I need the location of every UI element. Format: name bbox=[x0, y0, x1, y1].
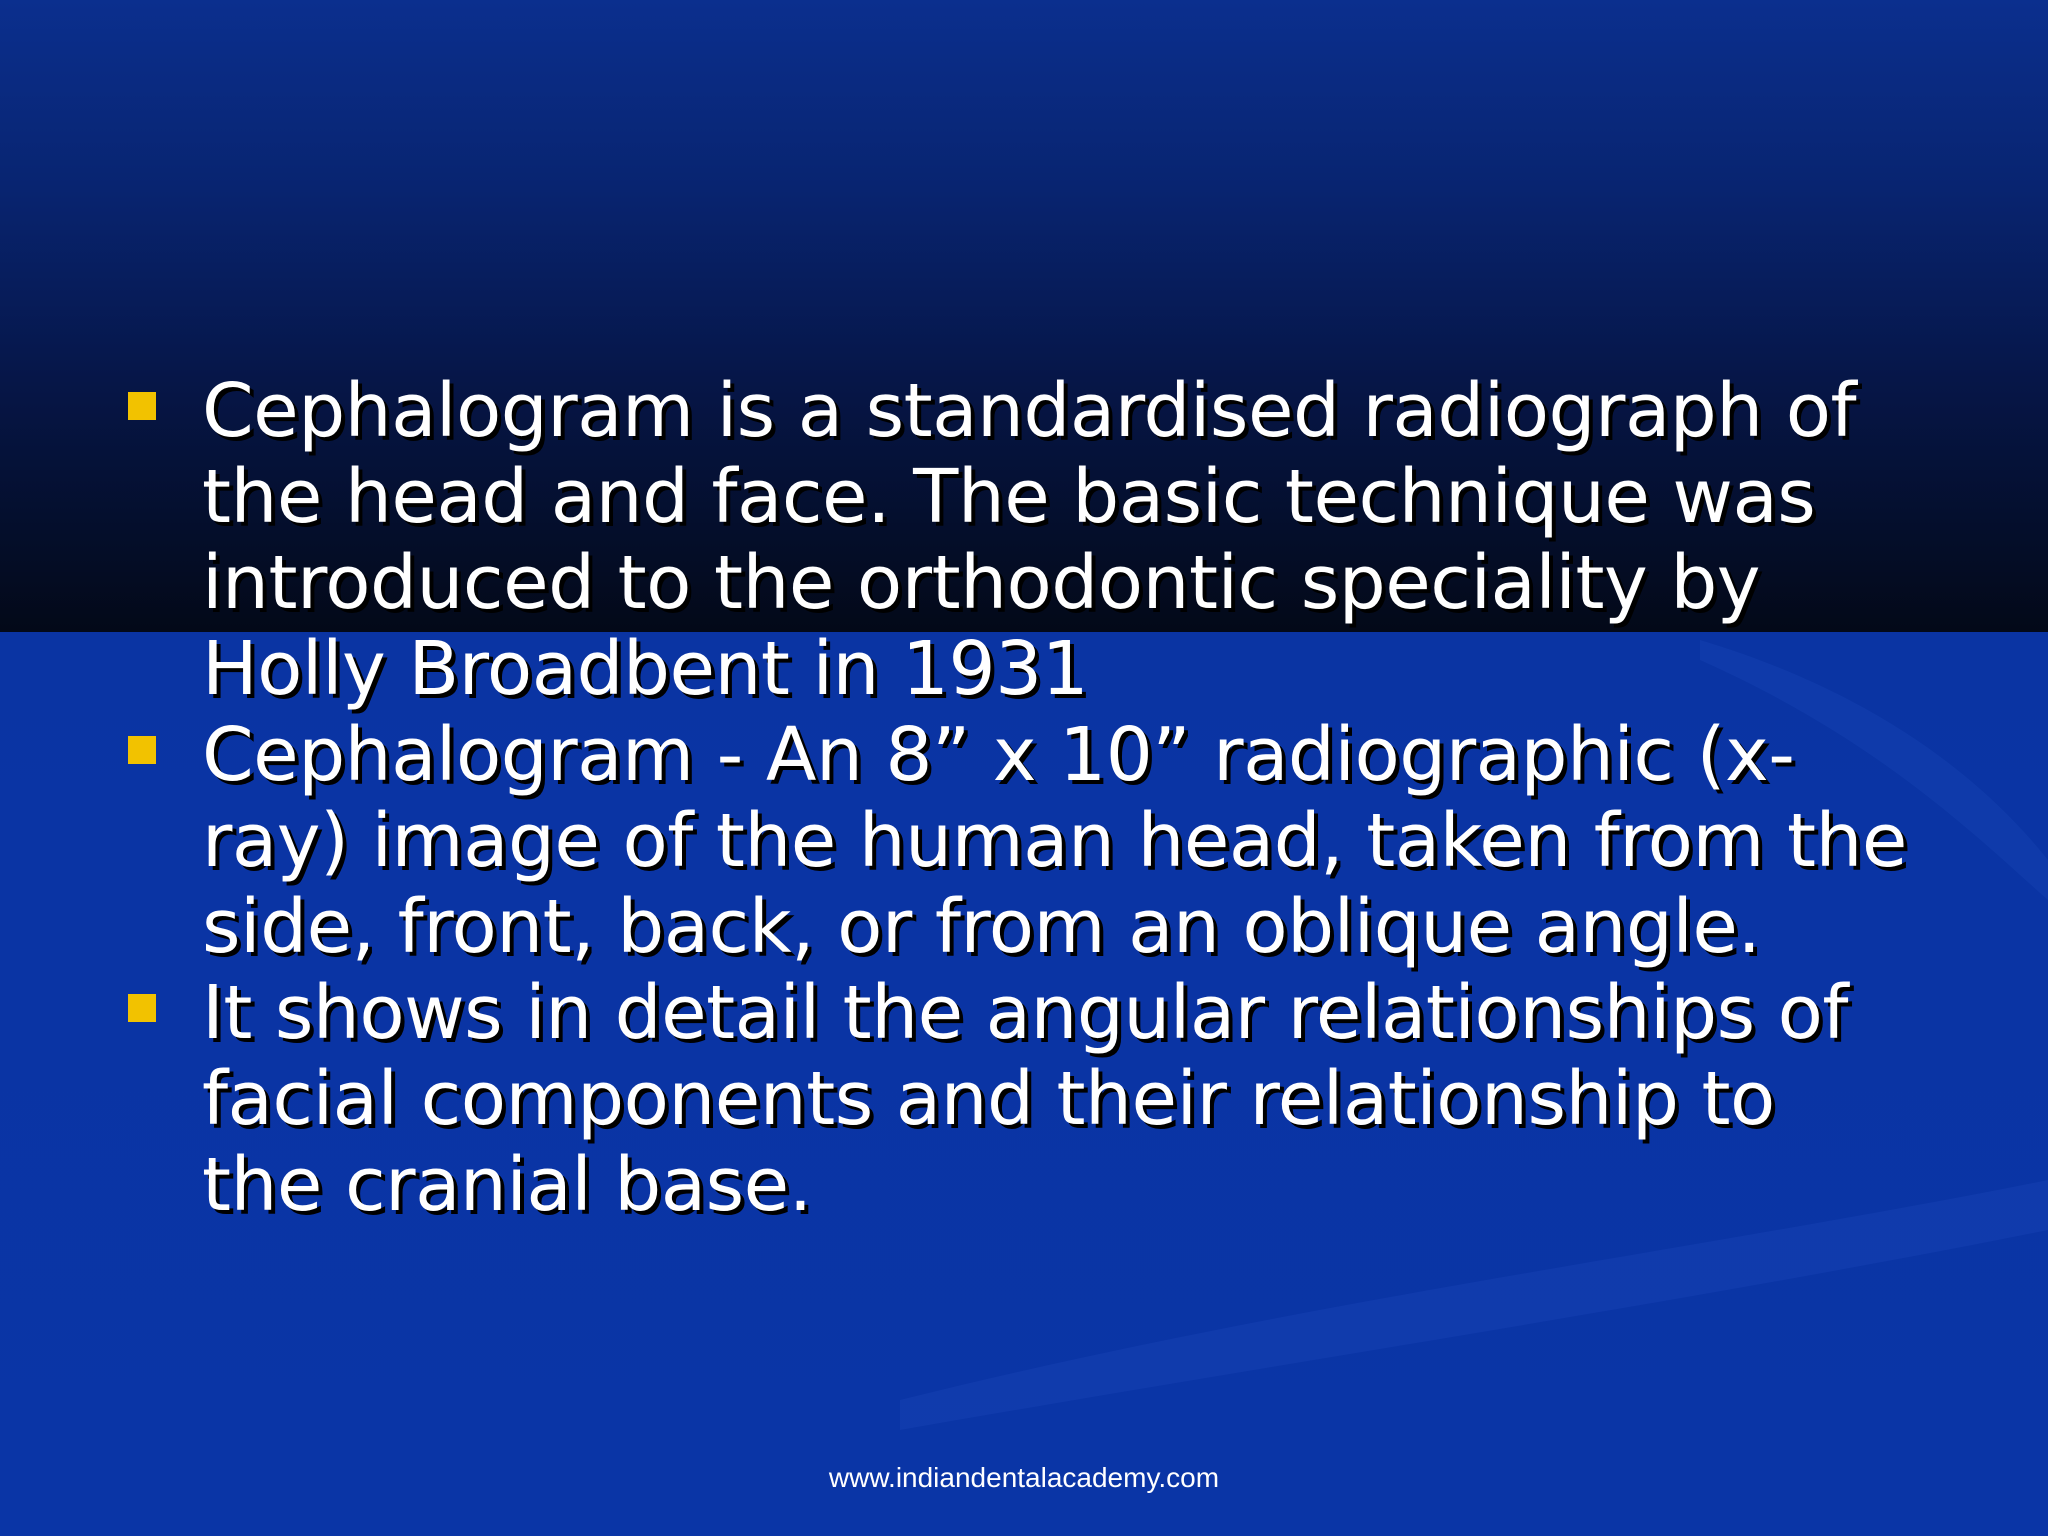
bullet-line: the head and face. The basic technique was bbox=[202, 454, 1816, 540]
bullet-item bbox=[120, 712, 1920, 970]
bullet-list bbox=[120, 368, 1920, 1228]
bullet-item bbox=[120, 970, 1920, 1228]
bullet-line: side, front, back, or from an oblique angle. bbox=[202, 884, 1761, 970]
bullet-square-icon bbox=[128, 392, 156, 420]
bullet-line: the cranial base. bbox=[202, 1142, 812, 1228]
bullet-item bbox=[120, 368, 1920, 712]
bullet-line: ray) image of the human head, taken from the bbox=[202, 798, 1907, 884]
bullet-line: Cephalogram is a standardised radiograph of bbox=[202, 368, 1857, 454]
bullet-square-icon bbox=[128, 736, 156, 764]
bullet-line: It shows in detail the angular relationships of bbox=[202, 970, 1848, 1056]
bullet-line: introduced to the orthodontic speciality by bbox=[202, 540, 1761, 626]
bullet-line: Cephalogram - An 8” x 10” radiographic (x- bbox=[202, 712, 1795, 798]
bullet-line: Holly Broadbent in 1931 bbox=[202, 626, 1089, 712]
bullet-square-icon bbox=[128, 994, 156, 1022]
bullet-line: facial components and their relationship to bbox=[202, 1056, 1775, 1142]
footer-url: www.indiandentalacademy.com bbox=[828, 1462, 1220, 1493]
